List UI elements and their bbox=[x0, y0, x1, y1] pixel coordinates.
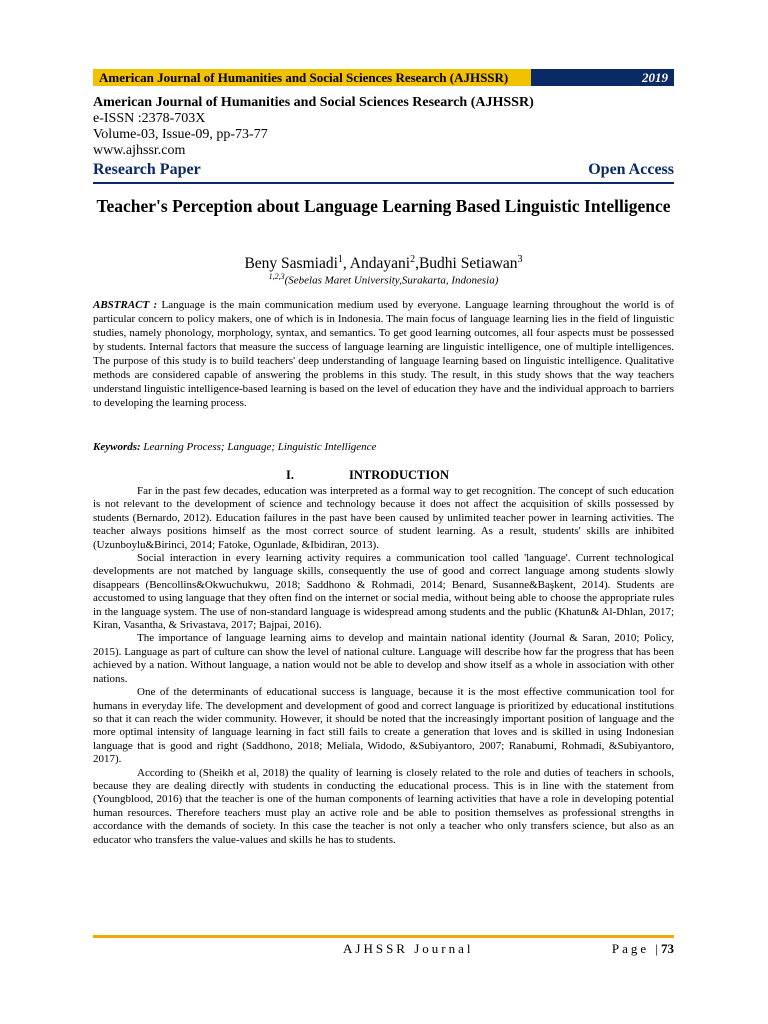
author-affiliation-marker: 2 bbox=[410, 254, 416, 265]
author-affiliation bbox=[93, 270, 674, 288]
paper-type-row bbox=[93, 160, 674, 180]
footer-journal: AJHSSR Journal bbox=[343, 941, 474, 956]
page-number: 73 bbox=[661, 941, 674, 956]
keywords bbox=[93, 440, 674, 454]
journal-volume: Volume-03, Issue-09, pp-73-77 bbox=[93, 127, 268, 142]
author-name: Budhi Setiawan bbox=[418, 255, 518, 273]
body-paragraph: According to (Sheikh et al, 2018) the quality of learning is closely related to the role and duties of teachers in schools, because they are dealing directly with students in conducting the educational process. This is in line with the statement from (Youngblood, 2016) that the teacher is one of the human components of learning activities that have a role in developing potential human resources. Therefore teachers must play an active role and be able to position themselves as professional strengths in accordance with the demands of society. In this case the teacher is not only a teacher who only transfers science, but also as an educator who transfers the value-values and skills he has to students. bbox=[93, 766, 674, 846]
author-name: Beny Sasmiadi bbox=[244, 255, 338, 273]
keywords-label: Keywords: bbox=[93, 441, 141, 453]
body-paragraph: Far in the past few decades, education was interpreted as a formal way to get recognition. The concept of such education is not relevant to the development of science and technology because it does not affect the acquisition of skills possessed by students (Bernardo, 2012). Education failures in the past have been caused by unlimited teacher power in learning activities. The teacher always positions himself as the most correct source of student learning. As a result, students' skills are inhibited (Uzunboylu&Birinci, 2014; Fatoke, Ogunlade, &Ibidiran, 2013). bbox=[93, 485, 674, 551]
paper-type: Research Paper bbox=[93, 161, 201, 178]
introduction-body bbox=[93, 485, 674, 847]
journal-website[interactable]: www.ajhssr.com bbox=[93, 143, 186, 158]
affiliation-marker: 1,2,3 bbox=[268, 272, 285, 281]
abstract-label: ABSTRACT : bbox=[93, 299, 158, 311]
author-separator: , bbox=[342, 255, 350, 273]
author-affiliation-marker: 3 bbox=[517, 254, 523, 265]
author-name: Andayani bbox=[349, 255, 411, 273]
journal-header-bar bbox=[93, 69, 674, 86]
footer-divider bbox=[93, 935, 674, 938]
journal-name: American Journal of Humanities and Social Sciences Research (AJHSSR) bbox=[93, 95, 534, 110]
abstract-text: Language is the main communication medium used by everyone. Language learning throughout the world is of particular concern to policy makers, one of which is in Indonesia. The main focus of language learning lies in the field of linguistic studies, namely phonology, morphology, syntax, and semantics. To get good learning outcomes, all four aspects must be possessed by students. Internal factors that measure the success of language learning are linguistic intelligence, one of multiple intelligences. The purpose of this study is to build teachers' deep understanding of language learning based on linguistic intelligence. Qualitative methods are considered capable of answering the problems in this study. The result, in this study shows that the way teachers understand linguistic intelligence-based learning is based on the level of education they have and the individual approach to barriers to developing the learning process. bbox=[93, 299, 675, 409]
page-label: Page | bbox=[611, 941, 661, 956]
footer-page bbox=[580, 941, 674, 957]
author-separator: , bbox=[415, 255, 419, 273]
body-paragraph: One of the determinants of educational success is language, because it is the most effective communication tool for humans in everyday life. The development and development of good and correct language is prioritized by educational institutions so that it can reach the wider community. However, it should be noted that the increasingly important position of language and the more optimal intensity of language learning in fact still fails to create a generation that loves and is skilled in using Indonesian language that is good and right (Saddhono, 2018; Meliala, Widodo, &Subiyantoro, 2007; Ranabumi, Rohmadi, &Subiyantoro, 2017). bbox=[93, 686, 674, 766]
body-paragraph: Social interaction in every learning activity requires a communication tool called 'language'. Current technological developments are not matched by language skills, consequently the use of good and correct language among students slowly disappears (Bencollins&Okwuchukwu, 2018; Saddhono & Rohmadi, 2014; Benard, Susanne&Başkent, 2014). Students are accustomed to using language that they often find on the internet or social media, without being able to choose the appropriate rules in the language system. The use of non-standard language is widespread among students and the public (Khatun& Al-Dhlan, 2017; Kiran, Vasantha, & Srivastava, 2017; Bajpai, 2016). bbox=[93, 552, 674, 632]
open-access-label: Open Access bbox=[588, 161, 674, 178]
affiliation-text: (Sebelas Maret University,Surakarta, Indonesia) bbox=[284, 274, 499, 287]
header-divider bbox=[93, 182, 674, 184]
journal-issn: e-ISSN :2378-703X bbox=[93, 111, 206, 126]
abstract bbox=[93, 298, 674, 410]
body-paragraph: The importance of language learning aims to develop and maintain national identity (Journal & Saran, 2010; Policy, 2015). Language as part of culture can show the level of national culture. Language will describe how far the progress that has been achieved by a nation. Without language, a nation would not be able to develop and show itself as a whole in association with other nations. bbox=[93, 632, 674, 685]
paper-title: Teacher's Perception about Language Learning Based Linguistic Intelligence bbox=[96, 196, 671, 216]
header-journal-title: American Journal of Humanities and Social Sciences Research (AJHSSR) bbox=[93, 69, 531, 86]
journal-meta bbox=[93, 95, 534, 159]
author-affiliation-marker: 1 bbox=[337, 254, 343, 265]
keywords-text: Learning Process; Language; Linguistic Intelligence bbox=[143, 441, 377, 453]
header-year: 2019 bbox=[531, 69, 674, 86]
section-title: INTRODUCTION bbox=[349, 468, 450, 482]
section-number: I. bbox=[286, 468, 294, 482]
